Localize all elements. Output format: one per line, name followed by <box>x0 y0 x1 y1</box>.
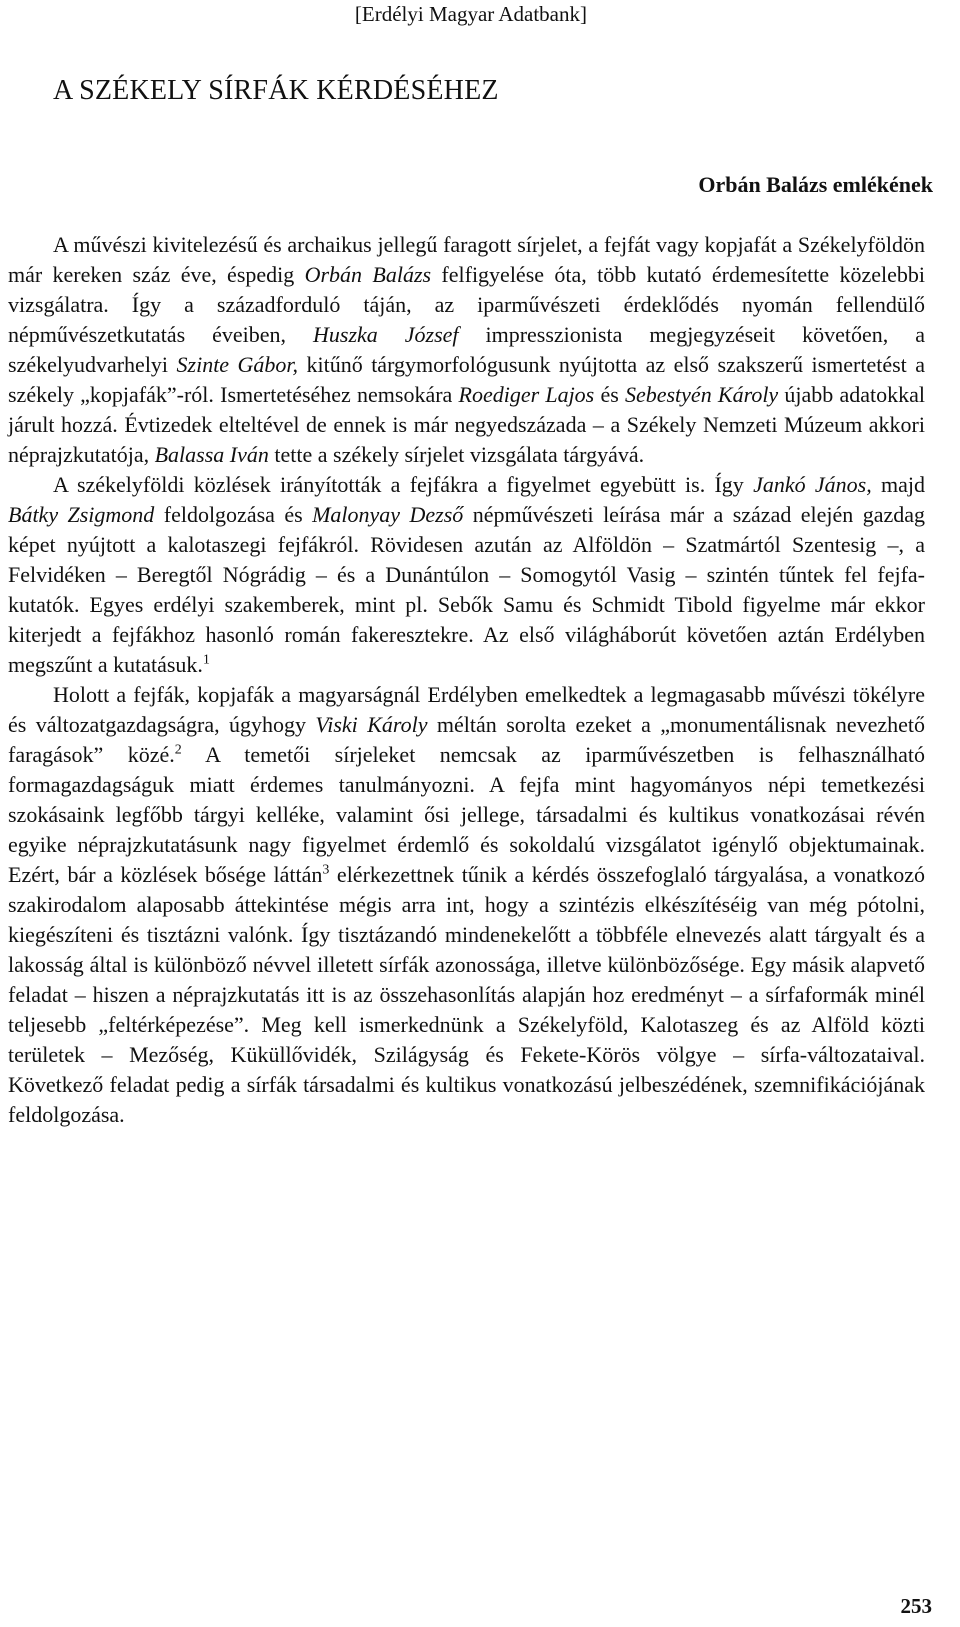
paragraph-1: A művészi kivitelezésű és archaikus jellegű faragott sírjelet, a fejfát vagy kopjafát a Székelyföldön már kereken száz éve, éspedig Orbán Balázs felfigyelése óta, több kutató érdemesítette közelebbi vizsgálatra. Így a századforduló táján, az iparművészeti érdeklődés nyomán fellendülő népművészetkutatás éveiben, Huszka József impresszionista megjegyzéseit követően, a székelyudvarhelyi Szinte Gábor, kitűnő tárgymorfológusunk nyújtotta az első szakszerű ismertetést a székely „kopjafák”-ról. Ismertetéséhez nemsokára Roediger Lajos és Sebestyén Károly újabb adatokkal járult hozzá. Évtizedek elteltével de ennek is már negyedszázada – a Székely Nemzeti Múzeum akkori néprajzkutatója, Balassa Iván tette a székely sírjelet vizsgálata tárgyává. <box>8 232 925 467</box>
paragraph-3: Holott a fejfák, kopjafák a magyarságnál Erdélyben emelkedtek a legmagasabb művészi tökélyre és változatgazdagságra, úgyhogy Viski Károly méltán sorolta ezeket a „monumentálisnak nevezhető faragások” közé.$^2$ A temetői sírjeleket nemcsak az iparművészetben is felhasználható formagazdagságuk miatt érdemes tanulmányozni. A fejfa mint hagyományos népi temetkezési szokásaink legfőbb tárgyi kelléke, valamint ősi jellege, társadalmi és kultikus vonatkozásai révén egyike néprajzkutatásunk nagy figyelmet érdemlő és sokoldalú vizsgálatot igénylő objektumainak. Ezért, bár a közlések bősége láttán$^3$ elérkezettnek tűnik a kérdés összefoglaló tárgyalása, a vonatkozó szakirodalom alaposabb áttekintése mégis arra int, hogy a szintézis elkészítéséig van még pótolni, kiegészíteni és tisztázni valónk. Így tisztázandó mindenekelőtt a többféle elnevezés alatt tárgyalt és a lakosság által is különböző névvel illetett sírfák azonossága, illetve különbözősége. Egy másik alapvető feladat – hiszen a néprajzkutatás itt is az összehasonlítás alapján hoz eredményt – a sírfaformák minél teljesebb „feltérképezése”. Meg kell ismerkednünk a Székelyföld, Kalotaszeg és az Alföld közti területek – Mezőség, Küküllővidék, Szilágyság és Fekete-Körös völgye – sírfa-változataival. Következő feladat pedig a sírfák társadalmi és kultikus vonatkozású jelbeszédének, szemnifikációjának feldolgozása. <box>8 682 926 1127</box>
dedication: Orbán Balázs emlékének <box>698 172 933 197</box>
article-title: A SZÉKELY SÍRFÁK KÉRDÉSÉHEZ <box>53 75 499 106</box>
article-body <box>8 230 925 1130</box>
paragraph-2: A székelyföldi közlések irányították a fejfákra a figyelmet egyebütt is. Így Jankó János, majd Bátky Zsigmond feldolgozása és Malonyay Dezső népművészeti leírása már a század elején gazdag képet nyújtott a kalotaszegi fejfákról. Rövidesen azután az Alföldön – Szatmártól Szentesig –, a Felvidéken – Beregtől Nógrádig – és a Dunántúlon – Somogytól Vasig – szintén tűntek fel fejfa-kutatók. Egyes erdélyi szakemberek, mint pl. Sebők Samu és Schmidt Tibold figyelme már ekkor kiterjedt a fejfákhoz hasonló román fakeresztekre. Az első világháborút követően aztán Erdélyben megszűnt a kutatásuk.$^1$ <box>8 472 926 677</box>
page-number: 253 <box>900 1594 932 1618</box>
source-header: [Erdélyi Magyar Adatbank] <box>354 2 587 26</box>
